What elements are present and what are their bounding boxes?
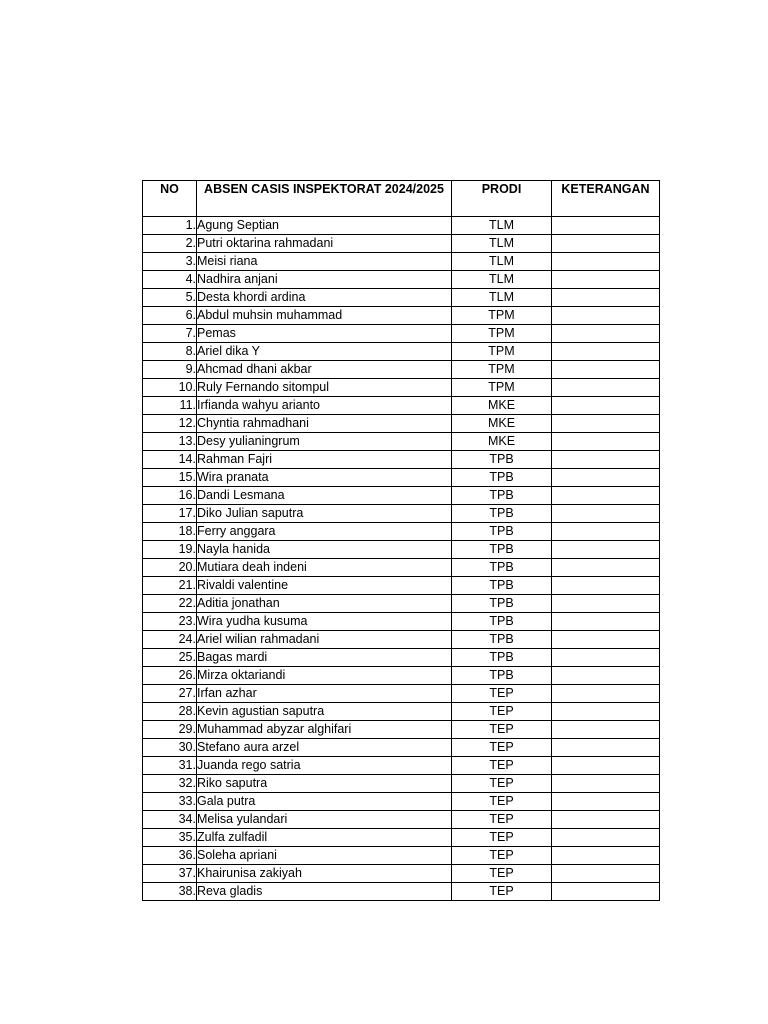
row-number: 5. bbox=[143, 289, 197, 307]
keterangan-cell bbox=[552, 829, 660, 847]
prodi-cell: TPM bbox=[452, 325, 552, 343]
prodi-cell: TEP bbox=[452, 883, 552, 901]
student-name: Wira pranata bbox=[197, 469, 452, 487]
row-number: 26. bbox=[143, 667, 197, 685]
row-number: 9. bbox=[143, 361, 197, 379]
keterangan-cell bbox=[552, 325, 660, 343]
table-body bbox=[143, 217, 660, 901]
row-number: 21. bbox=[143, 577, 197, 595]
table-row bbox=[143, 865, 660, 883]
keterangan-cell bbox=[552, 307, 660, 325]
keterangan-cell bbox=[552, 721, 660, 739]
keterangan-cell bbox=[552, 217, 660, 235]
row-number: 14. bbox=[143, 451, 197, 469]
prodi-cell: TPB bbox=[452, 559, 552, 577]
table-row bbox=[143, 595, 660, 613]
student-name: Khairunisa zakiyah bbox=[197, 865, 452, 883]
prodi-cell: TEP bbox=[452, 721, 552, 739]
table-row bbox=[143, 271, 660, 289]
table-row bbox=[143, 397, 660, 415]
row-number: 19. bbox=[143, 541, 197, 559]
prodi-cell: MKE bbox=[452, 397, 552, 415]
keterangan-cell bbox=[552, 649, 660, 667]
table-row bbox=[143, 343, 660, 361]
row-number: 29. bbox=[143, 721, 197, 739]
keterangan-cell bbox=[552, 433, 660, 451]
table-row bbox=[143, 631, 660, 649]
table-row bbox=[143, 217, 660, 235]
row-number: 15. bbox=[143, 469, 197, 487]
header-prodi: PRODI bbox=[452, 181, 552, 217]
row-number: 37. bbox=[143, 865, 197, 883]
prodi-cell: TPB bbox=[452, 631, 552, 649]
student-name: Stefano aura arzel bbox=[197, 739, 452, 757]
table-row bbox=[143, 829, 660, 847]
student-name: Chyntia rahmadhani bbox=[197, 415, 452, 433]
keterangan-cell bbox=[552, 271, 660, 289]
student-name: Desy yulianingrum bbox=[197, 433, 452, 451]
table-row bbox=[143, 559, 660, 577]
keterangan-cell bbox=[552, 883, 660, 901]
student-name: Nayla hanida bbox=[197, 541, 452, 559]
prodi-cell: TPB bbox=[452, 613, 552, 631]
student-name: Mutiara deah indeni bbox=[197, 559, 452, 577]
row-number: 11. bbox=[143, 397, 197, 415]
prodi-cell: TPB bbox=[452, 595, 552, 613]
keterangan-cell bbox=[552, 487, 660, 505]
keterangan-cell bbox=[552, 235, 660, 253]
prodi-cell: TPM bbox=[452, 343, 552, 361]
row-number: 25. bbox=[143, 649, 197, 667]
prodi-cell: TPM bbox=[452, 361, 552, 379]
prodi-cell: MKE bbox=[452, 433, 552, 451]
student-name: Irfan azhar bbox=[197, 685, 452, 703]
prodi-cell: TPB bbox=[452, 667, 552, 685]
keterangan-cell bbox=[552, 685, 660, 703]
student-name: Desta khordi ardina bbox=[197, 289, 452, 307]
row-number: 17. bbox=[143, 505, 197, 523]
table-row bbox=[143, 541, 660, 559]
student-name: Bagas mardi bbox=[197, 649, 452, 667]
row-number: 38. bbox=[143, 883, 197, 901]
prodi-cell: TEP bbox=[452, 793, 552, 811]
table-row bbox=[143, 883, 660, 901]
table-row bbox=[143, 235, 660, 253]
header-no: NO bbox=[143, 181, 197, 217]
student-name: Melisa yulandari bbox=[197, 811, 452, 829]
row-number: 16. bbox=[143, 487, 197, 505]
student-name: Meisi riana bbox=[197, 253, 452, 271]
prodi-cell: TPB bbox=[452, 541, 552, 559]
student-name: Rahman Fajri bbox=[197, 451, 452, 469]
keterangan-cell bbox=[552, 613, 660, 631]
table-row bbox=[143, 289, 660, 307]
row-number: 1. bbox=[143, 217, 197, 235]
prodi-cell: TPB bbox=[452, 505, 552, 523]
table-row bbox=[143, 739, 660, 757]
prodi-cell: TPB bbox=[452, 649, 552, 667]
student-name: Putri oktarina rahmadani bbox=[197, 235, 452, 253]
student-name: Riko saputra bbox=[197, 775, 452, 793]
table-row bbox=[143, 847, 660, 865]
row-number: 31. bbox=[143, 757, 197, 775]
row-number: 13. bbox=[143, 433, 197, 451]
table-row bbox=[143, 451, 660, 469]
keterangan-cell bbox=[552, 469, 660, 487]
student-name: Agung Septian bbox=[197, 217, 452, 235]
keterangan-cell bbox=[552, 541, 660, 559]
row-number: 7. bbox=[143, 325, 197, 343]
prodi-cell: TPB bbox=[452, 577, 552, 595]
keterangan-cell bbox=[552, 667, 660, 685]
table-row bbox=[143, 811, 660, 829]
table-row bbox=[143, 253, 660, 271]
row-number: 18. bbox=[143, 523, 197, 541]
prodi-cell: TEP bbox=[452, 685, 552, 703]
table-row bbox=[143, 487, 660, 505]
student-name: Kevin agustian saputra bbox=[197, 703, 452, 721]
table-row bbox=[143, 775, 660, 793]
table-row bbox=[143, 667, 660, 685]
student-name: Pemas bbox=[197, 325, 452, 343]
table-row bbox=[143, 649, 660, 667]
keterangan-cell bbox=[552, 415, 660, 433]
prodi-cell: TLM bbox=[452, 289, 552, 307]
table-row bbox=[143, 307, 660, 325]
student-name: Ariel wilian rahmadani bbox=[197, 631, 452, 649]
table-row bbox=[143, 505, 660, 523]
table-row bbox=[143, 361, 660, 379]
row-number: 33. bbox=[143, 793, 197, 811]
row-number: 30. bbox=[143, 739, 197, 757]
row-number: 28. bbox=[143, 703, 197, 721]
keterangan-cell bbox=[552, 793, 660, 811]
prodi-cell: TLM bbox=[452, 217, 552, 235]
student-name: Nadhira anjani bbox=[197, 271, 452, 289]
keterangan-cell bbox=[552, 397, 660, 415]
keterangan-cell bbox=[552, 451, 660, 469]
keterangan-cell bbox=[552, 739, 660, 757]
student-name: Ariel dika Y bbox=[197, 343, 452, 361]
prodi-cell: TEP bbox=[452, 757, 552, 775]
keterangan-cell bbox=[552, 577, 660, 595]
keterangan-cell bbox=[552, 379, 660, 397]
row-number: 24. bbox=[143, 631, 197, 649]
table-row bbox=[143, 379, 660, 397]
row-number: 2. bbox=[143, 235, 197, 253]
prodi-cell: TLM bbox=[452, 235, 552, 253]
student-name: Ruly Fernando sitompul bbox=[197, 379, 452, 397]
keterangan-cell bbox=[552, 523, 660, 541]
header-keterangan: KETERANGAN bbox=[552, 181, 660, 217]
row-number: 22. bbox=[143, 595, 197, 613]
prodi-cell: TPB bbox=[452, 469, 552, 487]
row-number: 34. bbox=[143, 811, 197, 829]
keterangan-cell bbox=[552, 631, 660, 649]
header-name: ABSEN CASIS INSPEKTORAT 2024/2025 bbox=[197, 181, 452, 217]
student-name: Aditia jonathan bbox=[197, 595, 452, 613]
prodi-cell: TEP bbox=[452, 829, 552, 847]
student-name: Gala putra bbox=[197, 793, 452, 811]
table-row bbox=[143, 415, 660, 433]
keterangan-cell bbox=[552, 775, 660, 793]
prodi-cell: MKE bbox=[452, 415, 552, 433]
table-row bbox=[143, 325, 660, 343]
keterangan-cell bbox=[552, 505, 660, 523]
keterangan-cell bbox=[552, 847, 660, 865]
student-name: Zulfa zulfadil bbox=[197, 829, 452, 847]
student-name: Irfianda wahyu arianto bbox=[197, 397, 452, 415]
keterangan-cell bbox=[552, 559, 660, 577]
prodi-cell: TEP bbox=[452, 811, 552, 829]
keterangan-cell bbox=[552, 757, 660, 775]
student-name: Muhammad abyzar alghifari bbox=[197, 721, 452, 739]
attendance-table bbox=[142, 180, 660, 901]
row-number: 4. bbox=[143, 271, 197, 289]
student-name: Ferry anggara bbox=[197, 523, 452, 541]
row-number: 27. bbox=[143, 685, 197, 703]
row-number: 35. bbox=[143, 829, 197, 847]
prodi-cell: TEP bbox=[452, 703, 552, 721]
student-name: Abdul muhsin muhammad bbox=[197, 307, 452, 325]
table-row bbox=[143, 577, 660, 595]
header-row bbox=[143, 181, 660, 217]
table-row bbox=[143, 469, 660, 487]
prodi-cell: TEP bbox=[452, 865, 552, 883]
table-row bbox=[143, 703, 660, 721]
prodi-cell: TEP bbox=[452, 775, 552, 793]
row-number: 3. bbox=[143, 253, 197, 271]
row-number: 36. bbox=[143, 847, 197, 865]
prodi-cell: TLM bbox=[452, 271, 552, 289]
prodi-cell: TEP bbox=[452, 739, 552, 757]
table-row bbox=[143, 685, 660, 703]
table-header bbox=[143, 181, 660, 217]
row-number: 32. bbox=[143, 775, 197, 793]
prodi-cell: TPM bbox=[452, 307, 552, 325]
row-number: 12. bbox=[143, 415, 197, 433]
student-name: Dandi Lesmana bbox=[197, 487, 452, 505]
row-number: 23. bbox=[143, 613, 197, 631]
keterangan-cell bbox=[552, 811, 660, 829]
student-name: Diko Julian saputra bbox=[197, 505, 452, 523]
row-number: 20. bbox=[143, 559, 197, 577]
student-name: Wira yudha kusuma bbox=[197, 613, 452, 631]
row-number: 6. bbox=[143, 307, 197, 325]
student-name: Reva gladis bbox=[197, 883, 452, 901]
row-number: 8. bbox=[143, 343, 197, 361]
keterangan-cell bbox=[552, 289, 660, 307]
table-row bbox=[143, 613, 660, 631]
prodi-cell: TEP bbox=[452, 847, 552, 865]
student-name: Rivaldi valentine bbox=[197, 577, 452, 595]
table-row bbox=[143, 523, 660, 541]
student-name: Mirza oktariandi bbox=[197, 667, 452, 685]
prodi-cell: TPM bbox=[452, 379, 552, 397]
keterangan-cell bbox=[552, 361, 660, 379]
row-number: 10. bbox=[143, 379, 197, 397]
keterangan-cell bbox=[552, 703, 660, 721]
prodi-cell: TPB bbox=[452, 451, 552, 469]
table-row bbox=[143, 757, 660, 775]
prodi-cell: TLM bbox=[452, 253, 552, 271]
student-name: Soleha apriani bbox=[197, 847, 452, 865]
keterangan-cell bbox=[552, 865, 660, 883]
keterangan-cell bbox=[552, 253, 660, 271]
student-name: Juanda rego satria bbox=[197, 757, 452, 775]
prodi-cell: TPB bbox=[452, 523, 552, 541]
table-row bbox=[143, 793, 660, 811]
table-row bbox=[143, 433, 660, 451]
keterangan-cell bbox=[552, 595, 660, 613]
keterangan-cell bbox=[552, 343, 660, 361]
prodi-cell: TPB bbox=[452, 487, 552, 505]
student-name: Ahcmad dhani akbar bbox=[197, 361, 452, 379]
table-row bbox=[143, 721, 660, 739]
